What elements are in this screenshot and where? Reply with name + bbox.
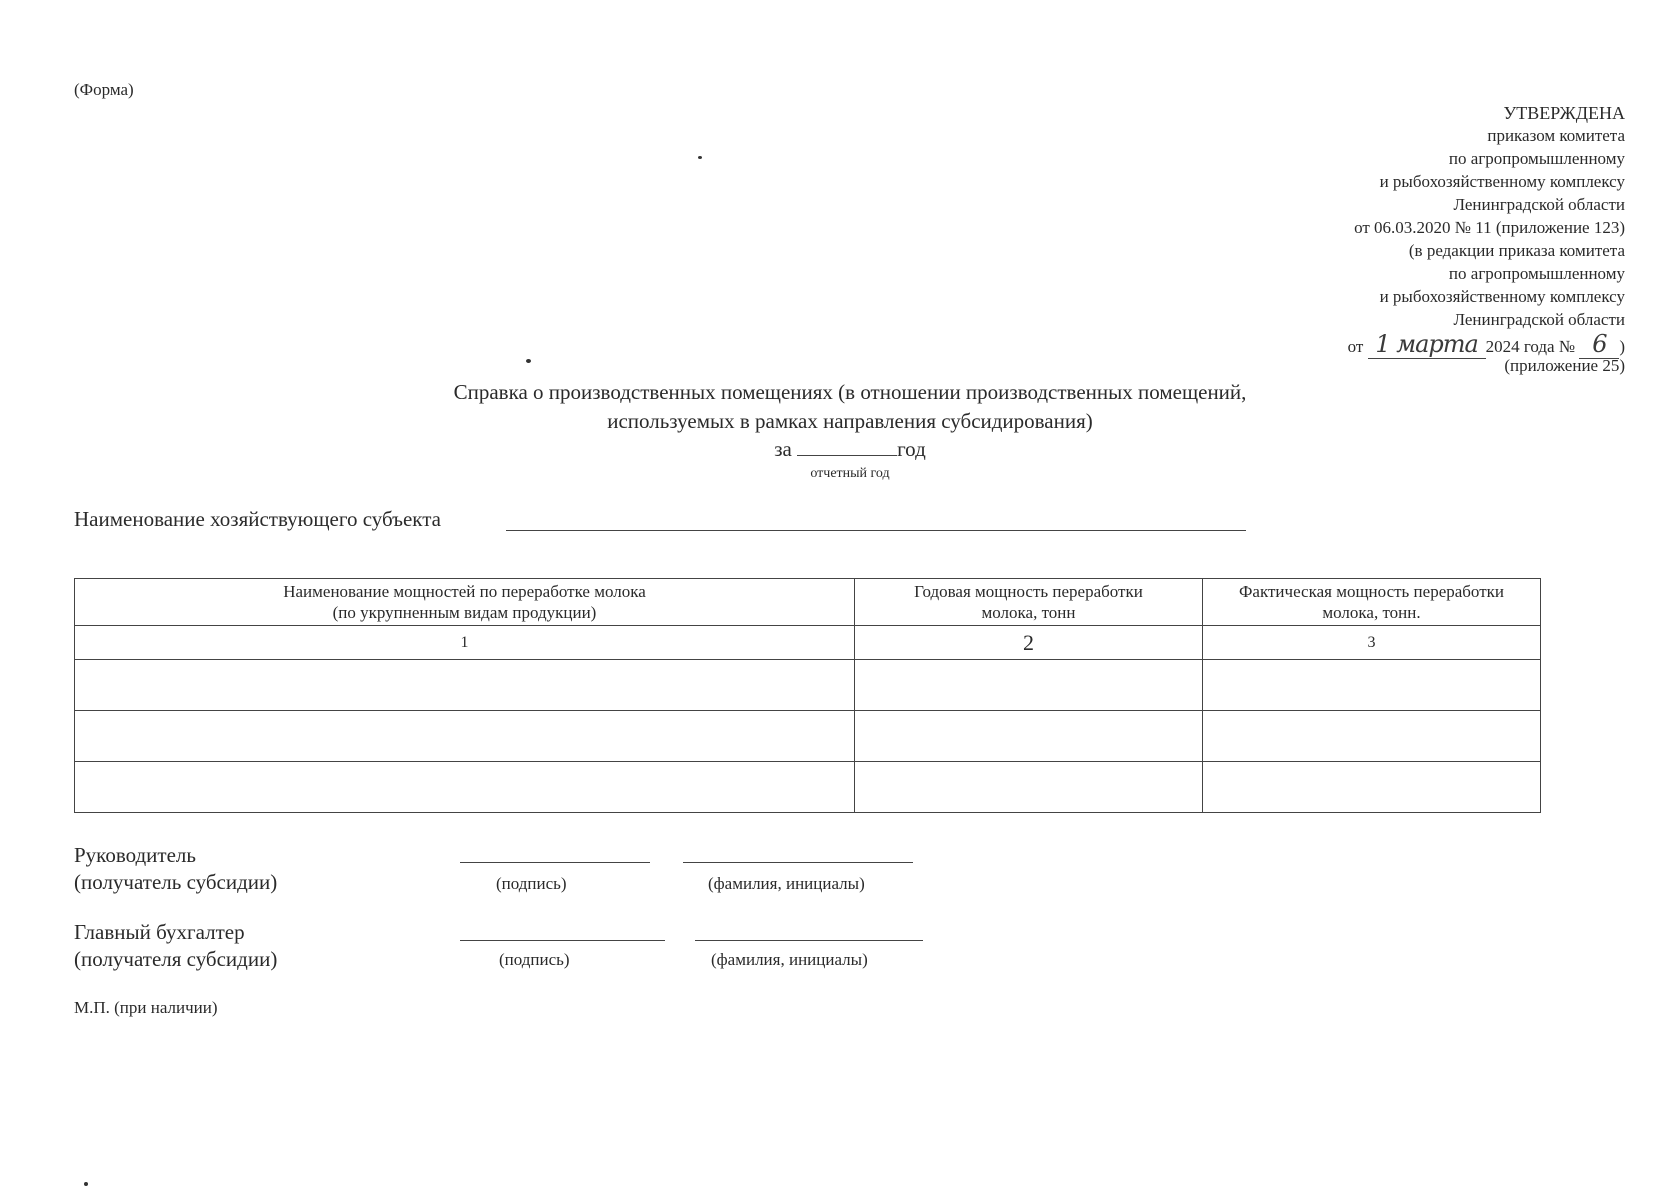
table-cell[interactable] bbox=[855, 660, 1203, 711]
approval-line: по агропромышленному bbox=[1448, 264, 1625, 283]
handwritten-date: 1 марта bbox=[1368, 330, 1486, 359]
accountant-name-line bbox=[695, 940, 923, 941]
head-name-line bbox=[683, 862, 913, 863]
table-cell[interactable] bbox=[1203, 660, 1541, 711]
document-title-line2: используемых в рамках направления субсидирования) bbox=[607, 409, 1093, 433]
approval-line: по агропромышленному bbox=[1448, 149, 1625, 168]
date-prefix: от bbox=[1347, 337, 1364, 356]
year-suffix: год bbox=[897, 437, 926, 461]
head-label: Руководитель bbox=[74, 843, 196, 867]
table-cell[interactable] bbox=[855, 762, 1203, 813]
capacity-table bbox=[74, 578, 1541, 813]
scan-speck bbox=[526, 359, 531, 363]
approval-appendix: (приложение 25) bbox=[1504, 356, 1625, 375]
table-header-row bbox=[75, 579, 1541, 626]
approval-line: Ленинградской области bbox=[1453, 310, 1625, 329]
column-number: 3 bbox=[1203, 626, 1541, 660]
approval-line: приказом комитета bbox=[1487, 126, 1625, 145]
head-signature-caption: (подпись) bbox=[496, 874, 567, 893]
handwritten-number: 6 bbox=[1579, 330, 1619, 359]
reporting-year-line bbox=[0, 437, 1665, 462]
accountant-label: Главный бухгалтер bbox=[74, 920, 245, 944]
scan-speck bbox=[698, 156, 702, 159]
entity-label: Наименование хозяйствующего субъекта bbox=[74, 507, 441, 531]
stamp-label: М.П. (при наличии) bbox=[74, 998, 218, 1017]
head-name-caption: (фамилия, инициалы) bbox=[708, 874, 865, 893]
year-caption: отчетный год bbox=[810, 466, 890, 481]
table-cell[interactable] bbox=[855, 711, 1203, 762]
accountant-sublabel: (получателя субсидии) bbox=[74, 947, 278, 971]
scan-speck bbox=[84, 1182, 88, 1186]
form-label: (Форма) bbox=[74, 80, 134, 99]
year-prefix: за bbox=[774, 437, 792, 461]
date-year-text: 2024 года № bbox=[1485, 337, 1576, 356]
table-row bbox=[75, 711, 1541, 762]
header-cell-capacity-name: Наименование мощностей по переработке молока (по укрупненным видам продукции) bbox=[75, 579, 855, 626]
column-number: 1 bbox=[75, 626, 855, 660]
accountant-signature-caption: (подпись) bbox=[499, 950, 570, 969]
approval-line: Ленинградской области bbox=[1453, 195, 1625, 214]
column-number: 2 bbox=[855, 626, 1203, 660]
document-title-line1: Справка о производственных помещениях (в отношении производственных помещений, bbox=[453, 380, 1247, 404]
table-cell[interactable] bbox=[75, 711, 855, 762]
approval-date-line bbox=[1348, 330, 1625, 359]
table-cell[interactable] bbox=[1203, 711, 1541, 762]
table-row bbox=[75, 660, 1541, 711]
table-cell[interactable] bbox=[1203, 762, 1541, 813]
table-cell[interactable] bbox=[75, 660, 855, 711]
header-cell-annual-capacity: Годовая мощность переработки молока, тонн bbox=[855, 579, 1203, 626]
head-signature-line bbox=[460, 862, 650, 863]
approval-line: (в редакции приказа комитета bbox=[1408, 241, 1625, 260]
date-suffix: ) bbox=[1619, 337, 1625, 356]
year-blank-field bbox=[797, 437, 897, 456]
accountant-name-caption: (фамилия, инициалы) bbox=[711, 950, 868, 969]
entity-name-blank bbox=[506, 530, 1246, 531]
table-cell[interactable] bbox=[75, 762, 855, 813]
head-sublabel: (получатель субсидии) bbox=[74, 870, 278, 894]
approval-line: от 06.03.2020 № 11 (приложение 123) bbox=[1354, 218, 1625, 237]
accountant-signature-line bbox=[460, 940, 665, 941]
approval-line: и рыбохозяйственному комплексу bbox=[1379, 172, 1625, 191]
approval-title: УТВЕРЖДЕНА bbox=[1503, 103, 1625, 123]
header-cell-actual-capacity: Фактическая мощность переработки молока, тонн. bbox=[1203, 579, 1541, 626]
approval-line: и рыбохозяйственному комплексу bbox=[1379, 287, 1625, 306]
table-row bbox=[75, 762, 1541, 813]
table-number-row bbox=[75, 626, 1541, 660]
